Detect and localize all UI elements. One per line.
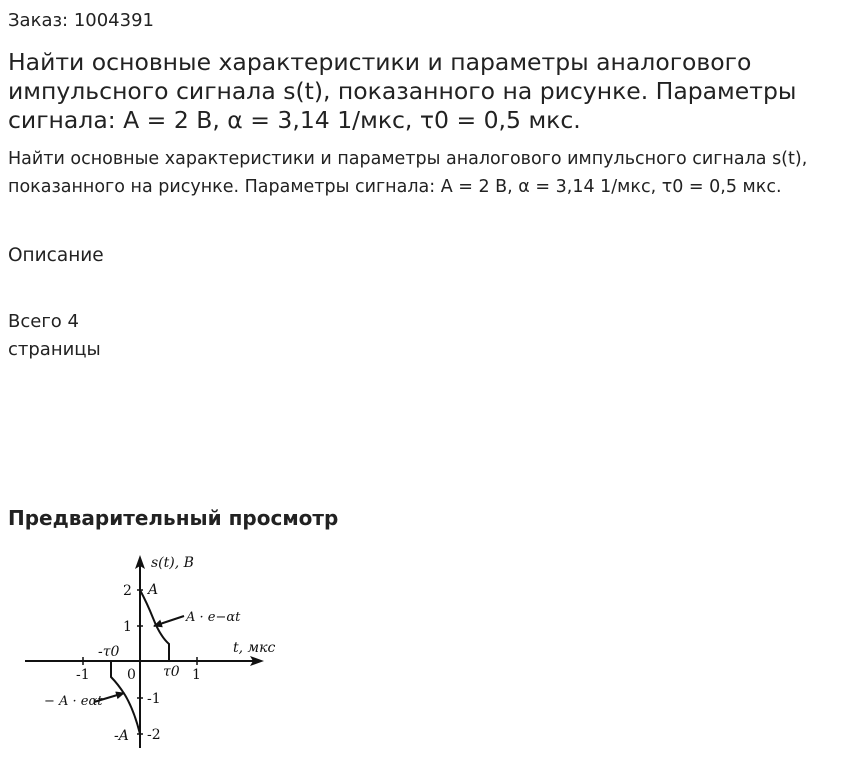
amplitude-label: A [148, 582, 159, 598]
y-tick-label-1: 1 [123, 619, 132, 635]
negative-formula: − A · eαt [44, 694, 103, 709]
task-description: Найти основные характеристики и параметры аналогового импульсного сигнала s(t), показанного на рисунке. Параметры сигнала: A = 2 В, α = 3,14 1/мкс, τ0 = 0,5 мкс. [8, 149, 808, 197]
page-title: Найти основные характеристики и параметры аналогового импульсного сигнала s(t), показанного на рисунке. Параметры сигнала: A = 2 В, α = 3,14 1/мкс, τ0 = 0,5 мкс. [8, 48, 797, 134]
x-tick-label-0: 0 [127, 667, 136, 683]
y-tick-label-2: 2 [123, 583, 132, 599]
page-count-line-2: страницы [8, 339, 101, 360]
negative-tau0-label: -τ0 [98, 644, 120, 660]
preview-figure [20, 548, 280, 753]
positive-formula-arrow [154, 616, 184, 626]
page-count [8, 308, 148, 364]
negative-amplitude-label: -A [114, 728, 129, 744]
description-heading: Описание [8, 245, 104, 266]
x-axis-label: t, мкс [233, 640, 276, 656]
x-tick-label-m1: -1 [76, 667, 90, 683]
y-tick-label-m2: -2 [147, 727, 161, 743]
page-count-line-1: Всего 4 [8, 311, 79, 332]
y-tick-label-m1: -1 [147, 691, 161, 707]
x-tick-label-1: 1 [192, 667, 201, 683]
signal-graph [20, 548, 280, 753]
y-axis-label: s(t), В [151, 555, 194, 571]
positive-formula: A · e−αt [186, 610, 241, 625]
preview-heading: Предварительный просмотр [8, 506, 339, 530]
tau0-label: τ0 [163, 664, 180, 680]
order-number: Заказ: 1004391 [8, 10, 154, 31]
